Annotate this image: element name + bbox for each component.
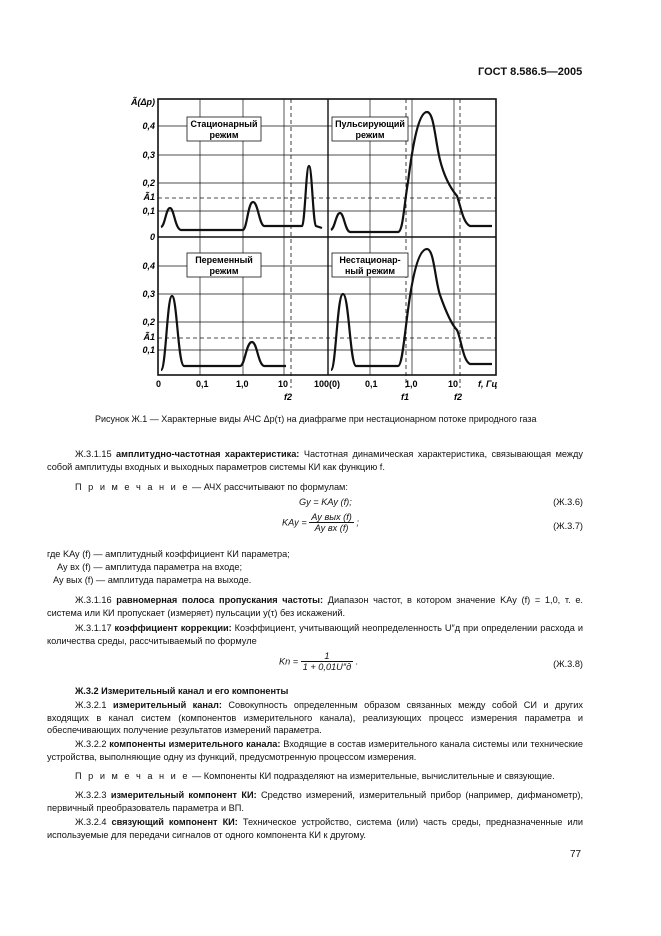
label-nonstationary-1: Нестационар- <box>339 255 401 265</box>
definition-3: Ay вых (f) — амплитуда параметра на выходе. <box>53 575 252 585</box>
paragraph-3-1-16: Ж.3.1.16 равномерная полоса пропускания частоты: Диапазон частот, в котором значение KAy (f) = 1,0, т. е. система или КИ пропускает (измеряет) пульсации y(τ) без искажений. <box>47 595 583 618</box>
y-tick: 0 <box>149 232 155 242</box>
y-tick: 0,1 <box>142 345 155 355</box>
paragraph-3-2-4: Ж.3.2.4 связующий компонент КИ: Техническое устройство, система (или) часть среды, предназначенные или используемые для передачи сигналов от одного компонента КИ к другому. <box>47 817 584 840</box>
x-tick: 0,1 <box>196 379 209 389</box>
paragraph-3-1-15: Ж.3.1.15 амплитудно-частотная характеристика: Частотная динамическая характеристика, связывающая между собой амплитуды входных и выходных параметров системы КИ как функцию f. <box>47 449 583 472</box>
paragraph-3-2-2: Ж.3.2.2 компоненты измерительного канала: Входящие в состав измерительного канала системы или технические устройства, выполняющие одну из функций, предусмотренную процессом измерения. <box>47 739 583 762</box>
marker-f2-right: f2 <box>454 392 463 402</box>
x-tick: 10 <box>278 379 289 389</box>
y-tick: Ã1 <box>143 332 155 342</box>
y-tick: 0,2 <box>142 317 155 327</box>
curve-stationary <box>161 166 322 230</box>
note-1: П р и м е ч а н и е — АЧХ рассчитывают по формулам: <box>75 482 348 492</box>
x-tick: 0,1 <box>365 379 378 389</box>
response-curves <box>161 112 492 370</box>
x-tick: 100(0) <box>314 379 341 389</box>
equation-3-6: Gy = KAy (f); <box>299 497 352 507</box>
label-nonstationary-2: ный режим <box>344 266 396 276</box>
curve-variable <box>161 296 286 370</box>
x-axis-labels <box>156 379 498 402</box>
x-tick: 1,0 <box>236 379 249 389</box>
amplitude-frequency-figure <box>0 0 661 410</box>
y-axis-labels <box>130 97 155 355</box>
y-tick: 0,4 <box>142 121 155 131</box>
note-2: П р и м е ч а н и е — Компоненты КИ подразделяют на измерительные, вычислительные и связующие. <box>75 771 555 781</box>
y-axis-title: Ã(Δp) <box>130 97 155 107</box>
marker-f1: f1 <box>401 392 410 402</box>
x-tick: 1,0 <box>405 379 418 389</box>
marker-f2-left: f2 <box>284 392 293 402</box>
paragraph-3-2-1: Ж.3.2.1 измерительный канал: Совокупность определенным образом связанных между собой СИ и других входящих в канал систем (компонентов измерительного канала), реализующих процесс измерения параметра и обеспечивающих получение результатов измерений параметра. <box>47 700 584 736</box>
definition-1: где KAy (f) — амплитудный коэффициент КИ параметра; <box>47 549 290 559</box>
threshold-lines <box>158 99 496 388</box>
equation-3-7-number: (Ж.3.7) <box>553 521 583 531</box>
equation-3-6-number: (Ж.3.6) <box>553 497 583 507</box>
y-tick: Ã1 <box>143 192 155 202</box>
page-number: 77 <box>570 849 582 860</box>
paragraph-3-1-17: Ж.3.1.17 коэффициент коррекции: Коэффициент, учитывающий неопределенность U″д при определении расхода и количества среды, рассчитываемый по формуле <box>47 623 583 646</box>
y-tick: 0,1 <box>142 206 155 216</box>
y-tick: 0,3 <box>142 150 155 160</box>
equation-3-7: KAy = $\frac{\text{Ay вых (f)}}{\text{Ay вх (f)}}$ ; <box>282 512 359 533</box>
section-heading-3-2: Ж.3.2 Измерительный канал и его компоненты <box>75 686 289 696</box>
x-tick: 0 <box>156 379 162 389</box>
label-stationary-2: режим <box>209 130 239 140</box>
equation-3-8-number: (Ж.3.8) <box>553 659 583 669</box>
label-pulsating-2: режим <box>355 130 385 140</box>
paragraph-3-2-3: Ж.3.2.3 измерительный компонент КИ: Средство измерений, измерительный прибор (например, дифманометр), первичный преобразователь параметра и ВП. <box>47 790 583 813</box>
standard-header: ГОСТ 8.586.5—2005 <box>478 66 583 78</box>
y-tick: 0,3 <box>142 289 155 299</box>
equation-3-8: Kn = $\frac{1}{1 + 0,01U''д}$ . <box>279 651 359 672</box>
label-variable-1: Переменный <box>195 255 253 265</box>
figure-caption: Рисунок Ж.1 — Характерные виды АЧС Δp(τ) на диафрагме при нестационарном потоке природного газа <box>95 414 537 424</box>
x-tick: 10 <box>448 379 459 389</box>
label-pulsating-1: Пульсирующий <box>335 119 405 129</box>
y-tick: 0,2 <box>142 178 155 188</box>
definition-2: Ay вх (f) — амплитуда параметра на входе; <box>57 562 243 572</box>
panel-labels <box>187 117 408 277</box>
x-axis-unit: f, Гц <box>478 379 498 389</box>
y-tick: 0,4 <box>142 261 155 271</box>
label-variable-2: режим <box>209 266 239 276</box>
label-stationary-1: Стационарный <box>190 119 258 129</box>
